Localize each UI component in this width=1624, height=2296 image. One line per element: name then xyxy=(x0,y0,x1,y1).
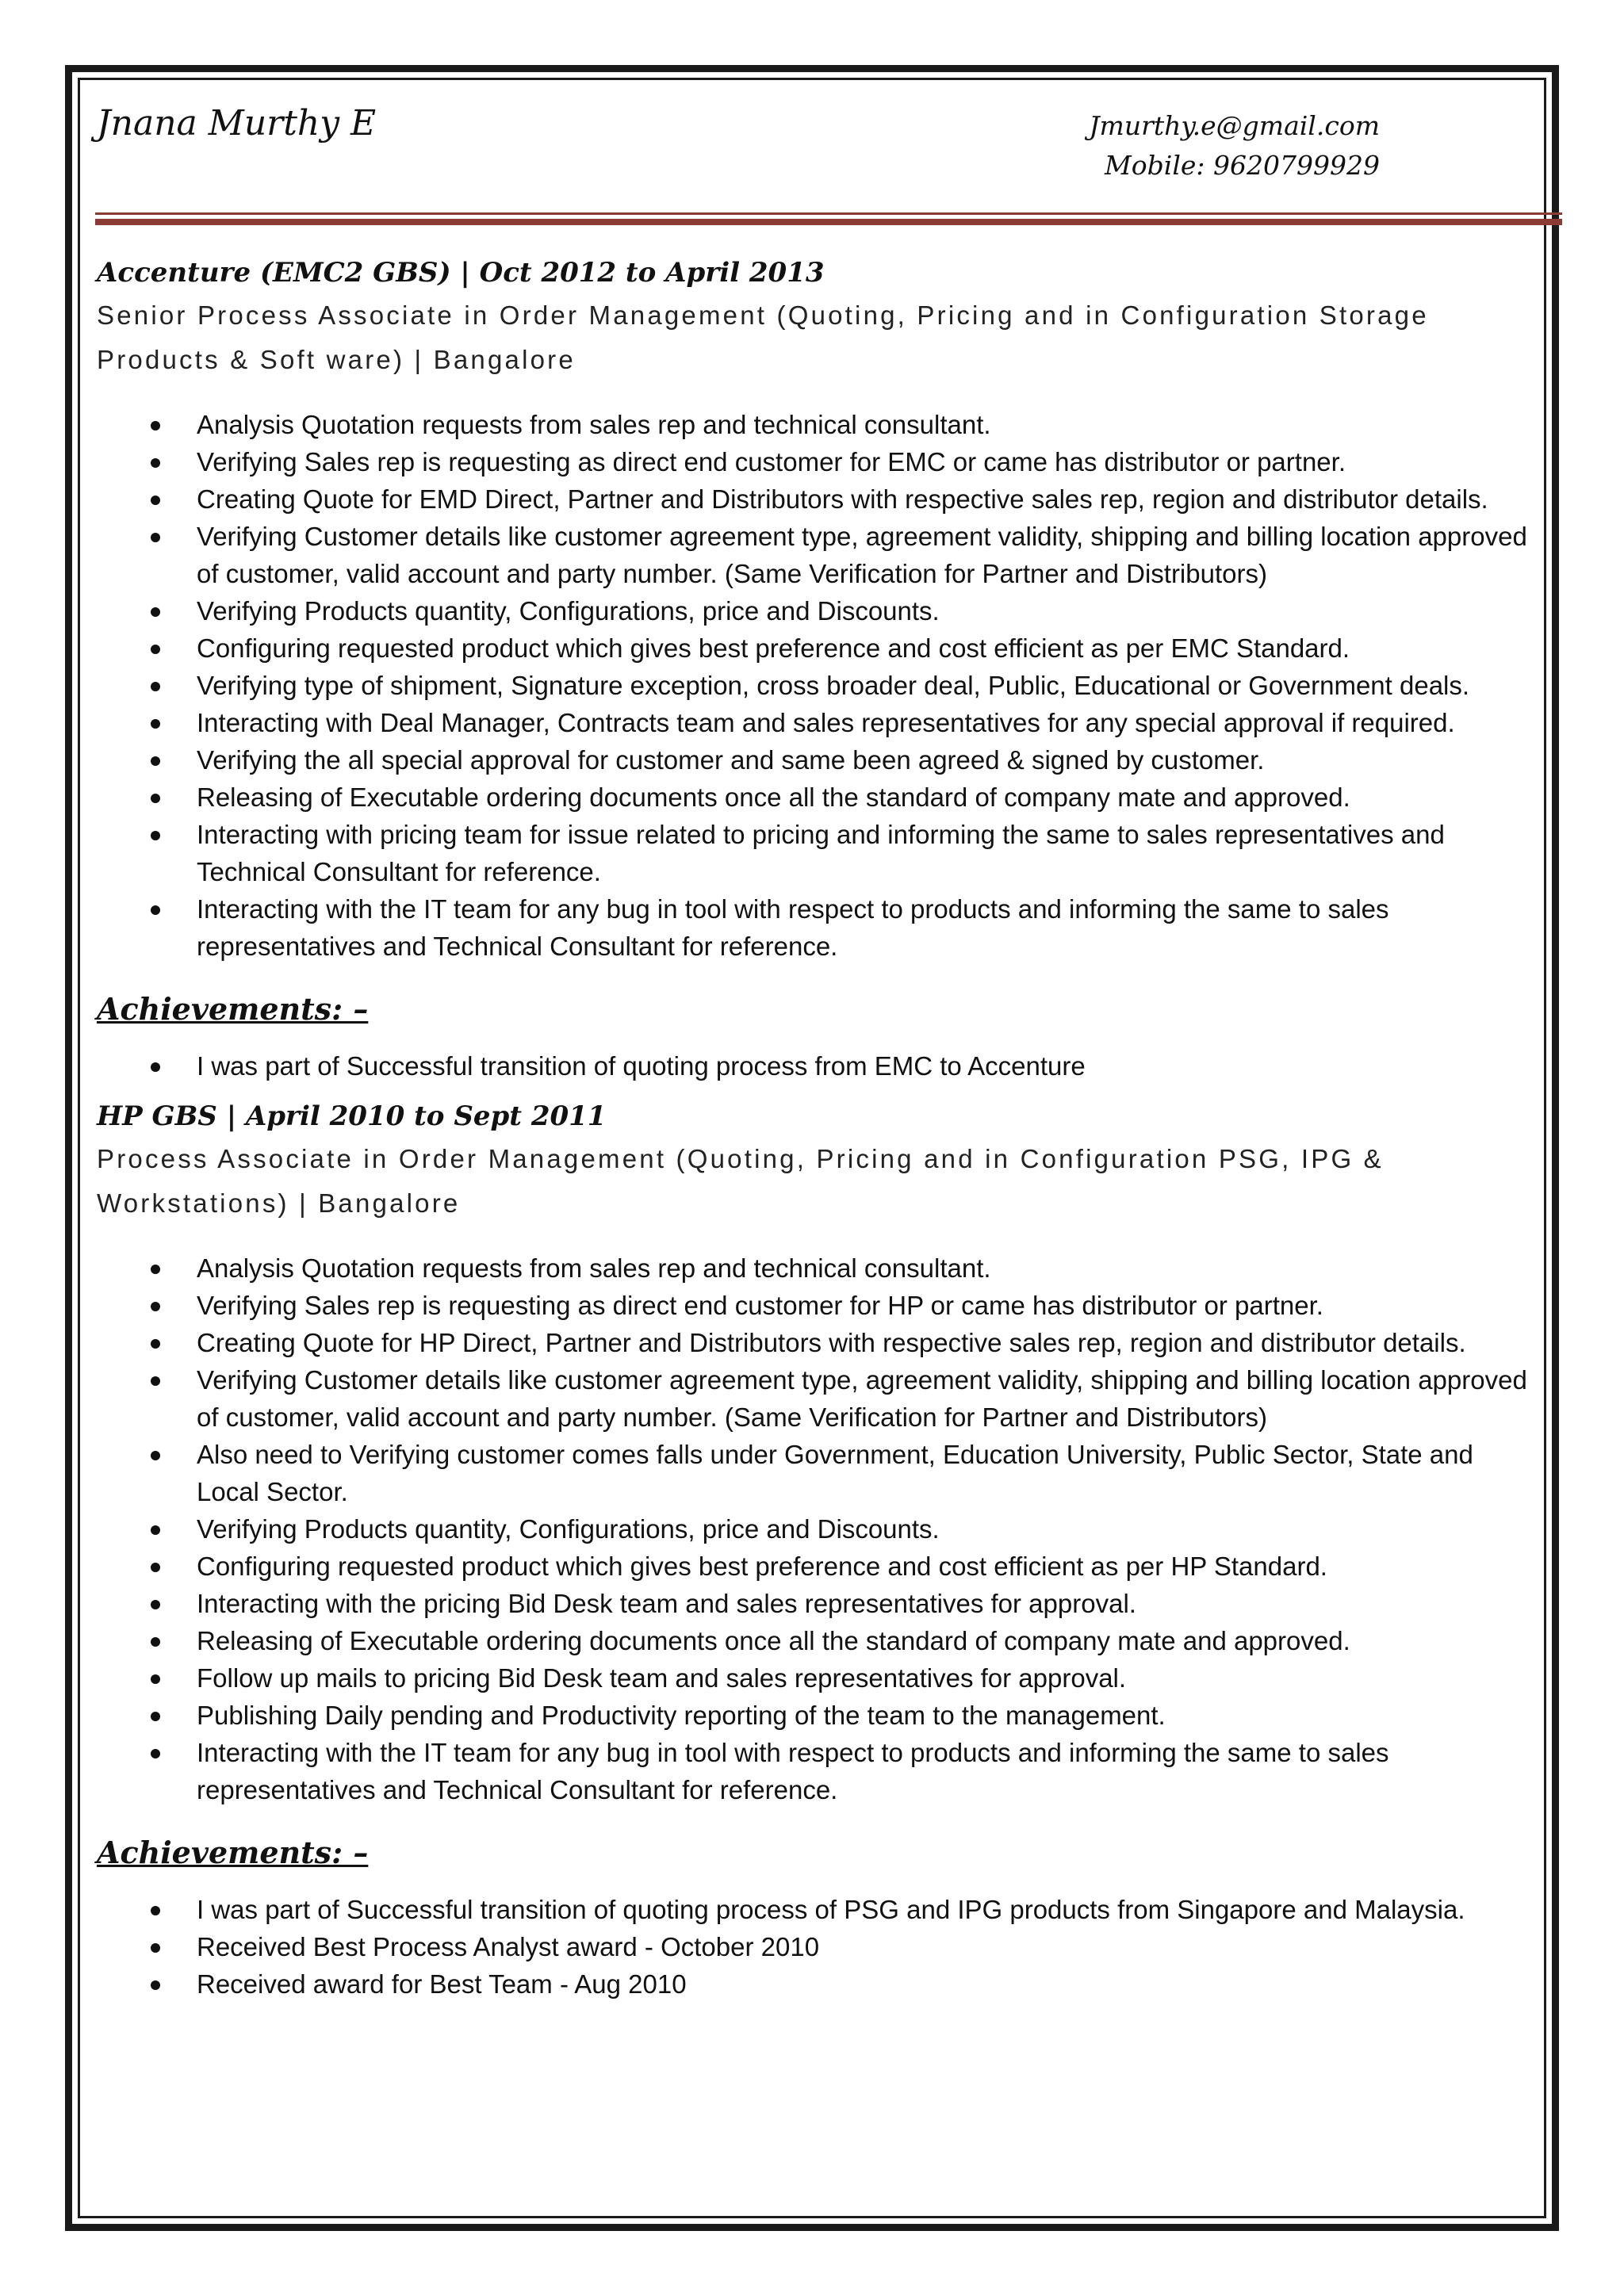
achievements-heading: Achievements: – xyxy=(97,1835,369,1870)
bullet-icon xyxy=(151,1062,160,1072)
list-item: Also need to Verifying customer comes falls under Government, Education University, Public Sector, State and Local Sector. xyxy=(197,1436,1530,1510)
bullet-icon xyxy=(151,1980,160,1990)
job-accenture xyxy=(97,255,1530,1085)
list-item: Interacting with the IT team for any bug in tool with respect to products and informing the same to sales representatives and Technical Consultant for reference. xyxy=(197,1734,1530,1808)
achievements-list xyxy=(97,1047,1530,1085)
header-divider-thin xyxy=(95,212,1562,215)
bullet-icon xyxy=(151,1600,160,1609)
list-item: Received award for Best Team - Aug 2010 xyxy=(197,1965,1530,2003)
list-item: Configuring requested product which gives best preference and cost efficient as per HP Standard. xyxy=(197,1548,1530,1585)
list-item: Releasing of Executable ordering documents once all the standard of company mate and approved. xyxy=(197,1622,1530,1659)
duties-list xyxy=(97,1249,1530,1808)
list-item: Releasing of Executable ordering documents once all the standard of company mate and approved. xyxy=(197,779,1530,816)
bullet-icon xyxy=(151,1302,160,1311)
bullet-icon xyxy=(151,756,160,766)
bullet-icon xyxy=(151,1749,160,1758)
bullet-icon xyxy=(151,1563,160,1572)
bullet-icon xyxy=(151,1712,160,1721)
resume-content xyxy=(97,95,1530,2003)
list-item: Received Best Process Analyst award - October 2010 xyxy=(197,1928,1530,1965)
bullet-icon xyxy=(151,1339,160,1349)
bullet-icon xyxy=(151,1906,160,1915)
list-item: Verifying Products quantity, Configurations, price and Discounts. xyxy=(197,592,1530,629)
list-item: Follow up mails to pricing Bid Desk team and sales representatives for approval. xyxy=(197,1659,1530,1697)
job-hp xyxy=(97,1099,1530,2003)
achievements-heading: Achievements: – xyxy=(97,991,369,1027)
bullet-icon xyxy=(151,1674,160,1684)
bullet-icon xyxy=(151,421,160,430)
bullet-icon xyxy=(151,719,160,729)
list-item: Verifying type of shipment, Signature exception, cross broader deal, Public, Educational or Government deals. xyxy=(197,667,1530,704)
list-item: Verifying Customer details like customer agreement type, agreement validity, shipping and billing location approved of customer, valid account and party number. (Same Verification for Partner and Distributors) xyxy=(197,1361,1530,1436)
resume-header xyxy=(97,95,1530,211)
duties-list xyxy=(97,406,1530,965)
bullet-icon xyxy=(151,1376,160,1386)
bullet-icon xyxy=(151,905,160,915)
list-item: Configuring requested product which gives best preference and cost efficient as per EMC Standard. xyxy=(197,629,1530,667)
email-address: Jmurthy.e@gmail.com xyxy=(1089,110,1380,141)
bullet-icon xyxy=(151,1265,160,1274)
list-item: Analysis Quotation requests from sales rep and technical consultant. xyxy=(197,1249,1530,1287)
mobile-number: Mobile: 9620799929 xyxy=(1105,150,1380,181)
bullet-icon xyxy=(151,645,160,654)
bullet-icon xyxy=(151,458,160,468)
job-title: HP GBS | April 2010 to Sept 2011 xyxy=(97,1100,607,1132)
list-item: Creating Quote for HP Direct, Partner and Distributors with respective sales rep, region and distributor details. xyxy=(197,1324,1530,1361)
bullet-icon xyxy=(151,1451,160,1460)
achievements-list xyxy=(97,1891,1530,2003)
job-role: Process Associate in Order Management (Quoting, Pricing and in Configuration PSG, IPG & Workstations) | Bangalore xyxy=(97,1144,1384,1218)
job-title: Accenture (EMC2 GBS) | Oct 2012 to April 2013 xyxy=(97,257,825,289)
contact-block xyxy=(1089,106,1380,186)
list-item: Verifying Sales rep is requesting as direct end customer for EMC or came has distributor or partner. xyxy=(197,443,1530,480)
list-item: Interacting with the pricing Bid Desk team and sales representatives for approval. xyxy=(197,1585,1530,1622)
list-item: Creating Quote for EMD Direct, Partner and Distributors with respective sales rep, region and distributor details. xyxy=(197,480,1530,518)
bullet-icon xyxy=(151,831,160,840)
job-role: Senior Process Associate in Order Management (Quoting, Pricing and in Configuration Storage Products & Soft ware) | Bangalore xyxy=(97,300,1429,374)
bullet-icon xyxy=(151,794,160,803)
list-item: I was part of Successful transition of quoting process from EMC to Accenture xyxy=(197,1047,1530,1085)
list-item: Interacting with the IT team for any bug in tool with respect to products and informing the same to sales representatives and Technical Consultant for reference. xyxy=(197,890,1530,965)
list-item: Verifying Sales rep is requesting as direct end customer for HP or came has distributor or partner. xyxy=(197,1287,1530,1324)
bullet-icon xyxy=(151,1637,160,1647)
candidate-name: Jnana Murthy E xyxy=(97,103,377,144)
list-item: Verifying the all special approval for customer and same been agreed & signed by customer. xyxy=(197,741,1530,779)
list-item: Verifying Customer details like customer agreement type, agreement validity, shipping and billing location approved of customer, valid account and party number. (Same Verification for Partner and Distributors) xyxy=(197,518,1530,592)
bullet-icon xyxy=(151,682,160,691)
header-divider-thick xyxy=(95,219,1562,225)
list-item: Publishing Daily pending and Productivity reporting of the team to the management. xyxy=(197,1697,1530,1734)
list-item: Interacting with pricing team for issue related to pricing and informing the same to sales representatives and Technical Consultant for reference. xyxy=(197,816,1530,890)
list-item: Verifying Products quantity, Configurations, price and Discounts. xyxy=(197,1510,1530,1548)
bullet-icon xyxy=(151,1943,160,1953)
bullet-icon xyxy=(151,496,160,505)
list-item: Interacting with Deal Manager, Contracts team and sales representatives for any special approval if required. xyxy=(197,704,1530,741)
list-item: Analysis Quotation requests from sales rep and technical consultant. xyxy=(197,406,1530,443)
bullet-icon xyxy=(151,1525,160,1535)
bullet-icon xyxy=(151,607,160,617)
bullet-icon xyxy=(151,533,160,542)
list-item: I was part of Successful transition of quoting process of PSG and IPG products from Singapore and Malaysia. xyxy=(197,1891,1530,1928)
